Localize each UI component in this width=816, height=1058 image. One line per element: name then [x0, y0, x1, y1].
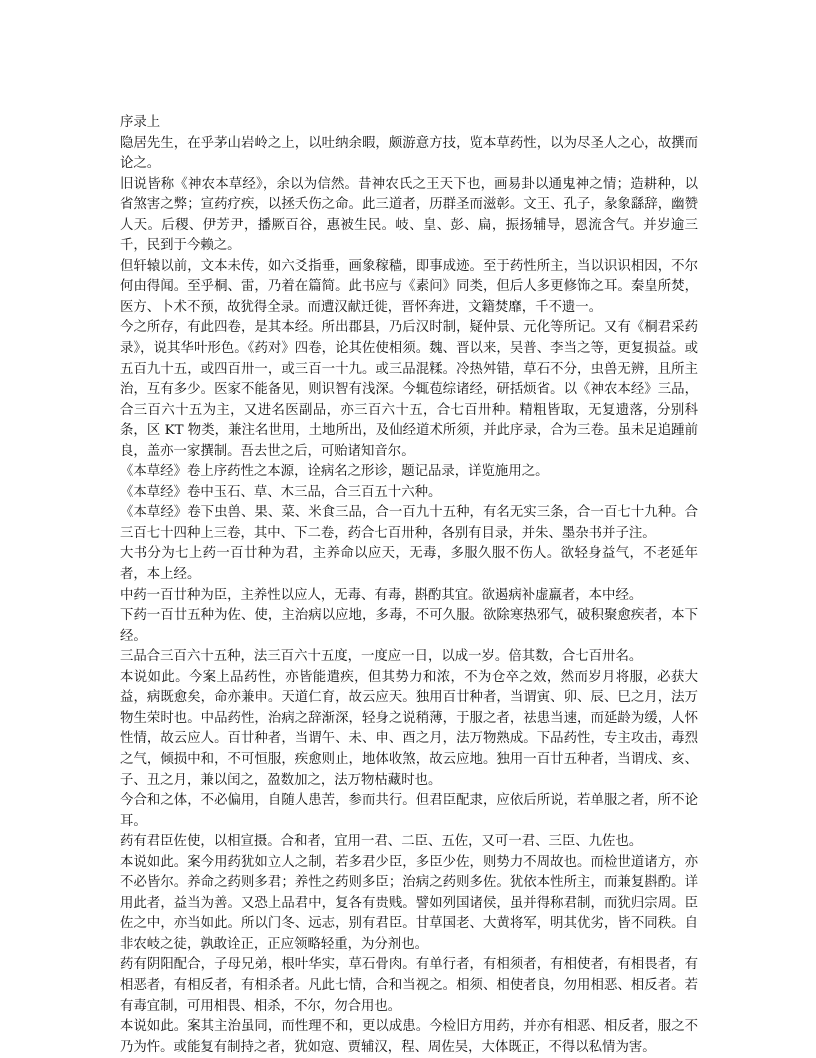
paragraph: 今之所存，有此四卷，是其本经。所出郡县，乃后汉时制，疑仲景、元化等所记。又有《桐君采药录》，说其华叶形色。《药对》四卷，论其佐使相须。魏、晋以来，吴普、李当之等，更复损益。或五百九十五，或四百卅一，或三百一十九。或三品混糅。冷热舛错，草石不分，虫兽无辨，且所主治，互有多少。医家不能备见，则识智有浅深。今辄苞综诸经，研括烦省。以《神农本经》三品，合三百六十五为主，又进名医副品，亦三百六十五，合七百卅种。精粗皆取，无复遗落，分别科条，区 KT 物类，兼注名世用，土地所出，及仙经道术所须，并此序录，合为三卷。虽未足追踵前良，盖亦一家撰制。吾去世之后，可贻诸知音尔。 — [120, 320, 698, 459]
paragraph: 《本草经》卷下虫兽、果、菜、米食三品，合一百九十五种，有名无实三条，合一百七十九种。合三百七十四种上三卷，其中、下二卷，药合七百卅种，各别有目录，并朱、墨杂书并子注。 — [120, 505, 698, 541]
document-page — [120, 113, 698, 1058]
paragraph: 旧说皆称《神农本草经》，余以为信然。昔神农氏之王天下也，画易卦以通鬼神之情；造耕种，以省煞害之弊；宣药疗疾，以拯夭伤之命。此三道者，历群圣而滋彰。文王、孔子，彖象繇辞，幽赞人天。后稷、伊芳尹，播厥百谷，惠被生民。岐、皇、彭、扁，振扬辅导，恩流含气。并岁逾三千，民到于今赖之。 — [120, 176, 698, 254]
paragraph: 《本草经》卷中玉石、草、木三品，合三百五十六种。 — [120, 484, 442, 500]
paragraph: 大书分为七上药一百廿种为君，主养命以应天，无毒，多服久服不伤人。欲轻身益气，不老延年者，本上经。 — [120, 546, 698, 583]
paragraph: 下药一百廿五种为佐、使，主治病以应地，多毒，不可久服。欲除寒热邪气，破积聚愈疾者，本下经。 — [120, 608, 698, 644]
paragraph: 本说如此。案今用药犹如立人之制，若多君少臣，多臣少佐，则势力不周故也。而检世道诸方，亦不必皆尔。养命之药则多君；养性之药则多臣；治病之药则多佐。犹依本性所主，而兼复斟酌。详用此者，益当为善。又恐上品君中，复各有贵贱。譬如列国诸侯，虽并得称君制，而犹归宗周。臣佐之中，亦当如此。所以门冬、远志，别有君臣。甘草国老、大黄将军，明其优劣，皆不同秩。自非农岐之徒，孰敢诠正，正应领略轻重，为分剂也。 — [120, 854, 698, 952]
paragraph: 三品合三百六十五种，法三百六十五度，一度应一日，以成一岁。倍其数，合七百卅名。 — [120, 649, 643, 665]
paragraph: 但轩辕以前，文本未传，如六爻指垂，画象稼穑，即事成迹。至于药性所主，当以识识相因，不尔何由得闻。至乎桐、雷，乃着在篇简。此书应与《素问》同类，但后人多更修饰之耳。秦皇所焚，医方、卜术不预，故犹得全录。而遭汉献迁徙，晋怀奔进，文籍焚靡，千不遗一。 — [120, 258, 698, 315]
section-heading: 序录上 — [120, 115, 161, 130]
paragraph: 本说如此。案其主治虽同，而性理不和，更以成患。今检旧方用药，并亦有相恶、相反者，服之不乃为忤。或能复有制持之者，犹如寇、贾辅汉，程、周佐吴，大体既正，不得以私情为害。 — [120, 1019, 698, 1055]
paragraph: 药有阴阳配合，子母兄弟，根叶华实，草石骨肉。有单行者，有相须者，有相使者，有相畏者，有相恶者，有相反者，有相杀者。凡此七情，合和当视之。相须、相使者良，勿用相恶、相反者。若有毒宜制，可用相畏、相杀，不尔，勿合用也。 — [120, 957, 698, 1014]
paragraph: 药有君臣佐使，以相宣摄。合和者，宜用一君、二臣、五佐，又可一君、三臣、九佐也。 — [120, 834, 643, 850]
paragraph: 《本草经》卷上序药性之本源，诠病名之形诊，题记品录，详览施用之。 — [120, 464, 549, 480]
paragraph: 本说如此。今案上品药性，亦皆能遣疾，但其势力和浓，不为仓卒之效，然而岁月将服，必获大益，病既愈矣，命亦兼申。天道仁育，故云应天。独用百廿种者，当谓寅、卯、辰、巳之月，法万物生荣时也。中品药性，治病之辞渐深，轻身之说稍薄，于服之者，祛患当速，而延龄为缓，人怀性情，故云应人。百廿种者，当谓午、未、申、酉之月，法万物熟成。下品药性，专主攻击，毒烈之气，倾损中和，不可恒服，疾愈则止，地体收煞，故云应地。独用一百廿五种者，当谓戌、亥、子、丑之月，兼以闰之，盈数加之，法万物枯藏时也。 — [120, 669, 698, 788]
paragraph: 中药一百廿种为臣，主养性以应人，无毒、有毒，斟酌其宜。欲遏病补虚羸者，本中经。 — [120, 587, 643, 603]
paragraph: 今合和之体，不必偏用，自随人患苦，参而共行。但君臣配隶，应依后所说，若单服之者，所不论耳。 — [120, 793, 698, 829]
paragraph: 隐居先生，在乎茅山岩岭之上，以吐纳余暇，颇游意方技，览本草药性，以为尽圣人之心，故撰而论之。 — [120, 135, 698, 172]
